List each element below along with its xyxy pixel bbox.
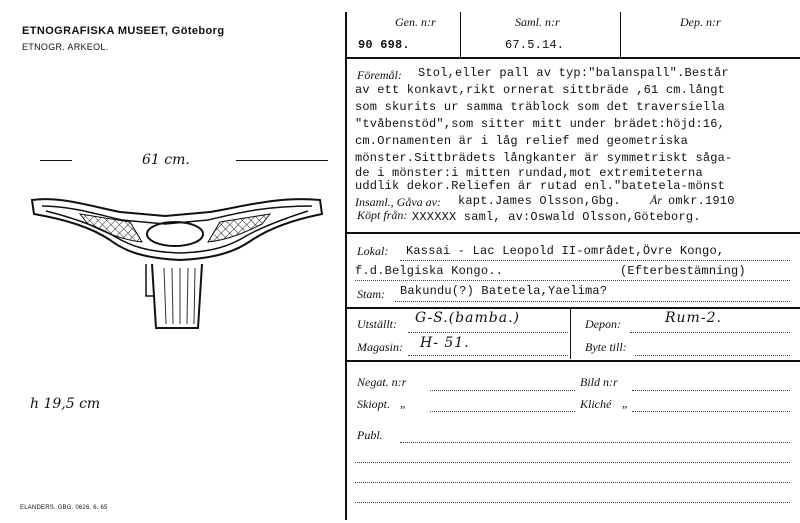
col-divider-2 — [620, 12, 621, 57]
sketch-width-note: 61 cm. — [142, 152, 190, 168]
negat-rule — [430, 390, 575, 391]
foremal-line-4: cm.Ornamenten är i låg relief med geometriska — [355, 134, 689, 148]
utstallt-value: G-S.(bamba.) — [415, 310, 520, 326]
foremal-line-5: mönster.Sittbrädets långkanter är symmetriskt såga- — [355, 151, 733, 165]
gen-nr-value: 90 698. — [358, 38, 410, 52]
stam-value: Bakundu(?) Batetela,Yaelima? — [400, 284, 608, 298]
utstallt-label: Utställt: — [357, 317, 398, 331]
lokal-rule-1 — [400, 260, 790, 261]
printer-mark: ELANDERS. GBG. 0626. 6. 65 — [20, 505, 108, 511]
lokal-line-2: f.d.Belgiska Kongo.. — [355, 264, 504, 278]
foremal-line-3: "tvåbenstöd",som sitter mitt under brädet:höjd:16, — [355, 117, 726, 131]
stool-sketch — [30, 178, 330, 358]
foremal-line-1: av ett konkavt,rikt ornerat sittbräde ,61 cm.långt — [355, 83, 726, 97]
kliche-rule — [632, 411, 790, 412]
publ-rule-2 — [355, 462, 790, 463]
foremal-line-7: uddlik dekor.Reliefen är rutad enl."batetela-mönst — [355, 179, 726, 193]
foremal-line-6: de i mönster:i mitten rundad,mot extremiteterna — [355, 166, 703, 180]
insaml-value: kapt.James Olsson,Gbg. — [458, 194, 621, 208]
lokal-label: Lokal: — [357, 244, 389, 258]
magasin-label: Magasin: — [357, 340, 403, 354]
lokal-rule-2 — [355, 280, 790, 281]
stam-rule — [395, 301, 790, 302]
storage-divider — [570, 307, 571, 359]
saml-nr-label: Saml. n:r — [515, 15, 560, 29]
foremal-label: Föremål: — [357, 68, 402, 82]
ar-label: År — [650, 193, 662, 207]
card-left-border — [345, 12, 347, 520]
publ-rule-1 — [400, 442, 790, 443]
sketch-width-line-right — [236, 160, 328, 161]
museum-name: ETNOGRAFISKA MUSEET, Göteborg — [22, 25, 225, 37]
gen-nr-label: Gen. n:r — [395, 15, 436, 29]
byte-rule — [635, 355, 790, 356]
publ-rule-4 — [355, 502, 790, 503]
bild-label: Bild n:r — [580, 375, 618, 389]
magasin-value: H- 51. — [420, 335, 470, 351]
lokal-line-2b: (Efterbestämning) — [620, 264, 746, 278]
department-name: ETNOGR. ARKEOL. — [22, 42, 109, 52]
foremal-line-2: som skurits ur samma träblock som det traversiella — [355, 100, 726, 114]
kop-fran-label: Köpt från: — [357, 208, 408, 222]
divider-footer — [345, 360, 800, 362]
sketch-width-line-left — [40, 160, 72, 161]
depon-label: Depon: — [585, 317, 621, 331]
kop-fran-value: XXXXXX saml, av:Oswald Olsson,Göteborg. — [412, 210, 701, 224]
skiopt-rule — [430, 411, 575, 412]
skiopt-label: Skiopt. — [357, 397, 390, 411]
lokal-line-1: Kassai - Lac Leopold II-området,Övre Kongo, — [406, 244, 725, 258]
utstallt-rule — [408, 332, 568, 333]
publ-rule-3 — [355, 482, 790, 483]
foremal-line-0: Stol,eller pall av typ:"balanspall".Består — [418, 66, 729, 80]
magasin-rule — [408, 355, 568, 356]
publ-label: Publ. — [357, 428, 383, 442]
saml-nr-value: 67.5.14. — [505, 38, 565, 52]
ar-value: omkr.1910 — [668, 194, 735, 208]
divider-top — [345, 57, 800, 59]
depon-rule — [630, 332, 790, 333]
col-divider-1 — [460, 12, 461, 57]
stam-label: Stam: — [357, 287, 385, 301]
insaml-label: Insaml., Gåva av: — [355, 195, 441, 209]
dep-nr-label: Dep. n:r — [680, 15, 721, 29]
divider-storage — [345, 307, 800, 309]
divider-middle — [345, 232, 800, 234]
kliche-label: Kliché — [580, 397, 612, 411]
skiopt-ditto: „ — [400, 396, 407, 410]
sketch-height-note: h 19,5 cm — [30, 396, 101, 412]
kliche-ditto: „ — [622, 396, 629, 410]
depon-value: Rum-2. — [665, 310, 722, 326]
bild-rule — [632, 390, 790, 391]
byte-till-label: Byte till: — [585, 340, 627, 354]
negat-label: Negat. n:r — [357, 375, 407, 389]
